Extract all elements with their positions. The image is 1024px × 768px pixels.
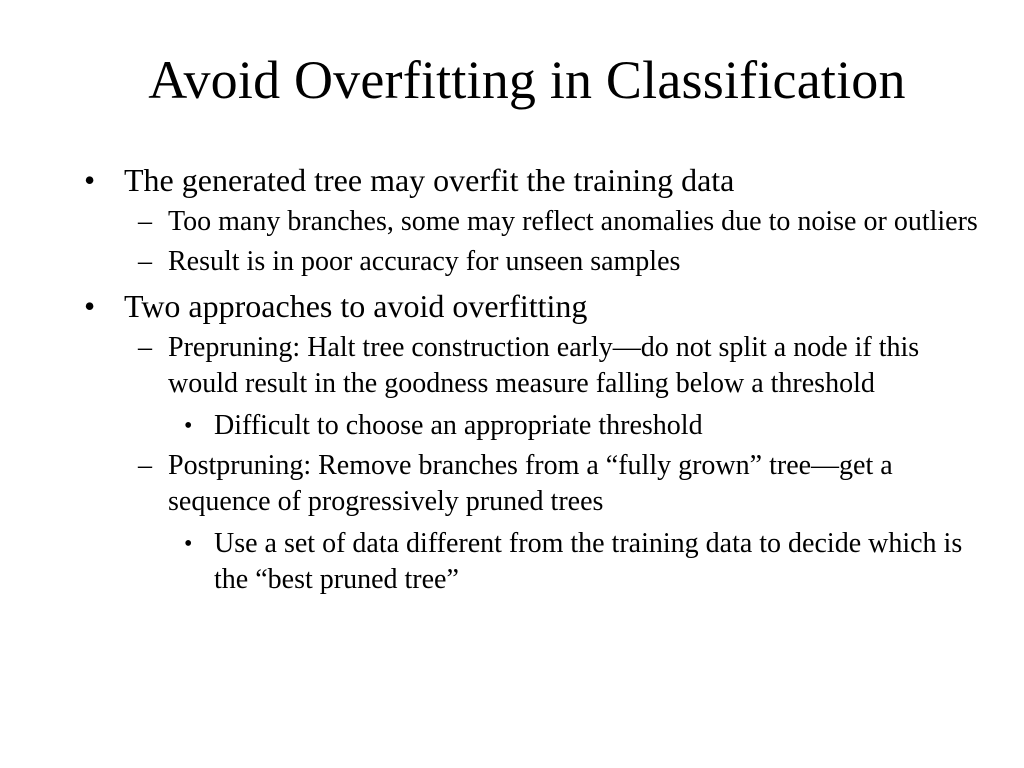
subpoint-too-many-branches — [138, 204, 984, 240]
subsubpoint-text: Difficult to choose an appropriate threshold — [214, 410, 703, 441]
bullet-icon: • — [84, 288, 96, 324]
subpoint-postpruning — [138, 448, 984, 520]
subsubpoint-best-pruned-tree — [184, 526, 984, 598]
subpoint-text: Prepruning: Halt tree construction early—do not split a node if this would result in the goodness measure falling below a threshold — [168, 332, 920, 399]
bullet-text: Two approaches to avoid overfitting — [124, 288, 588, 324]
bullet-text: The generated tree may overfit the training data — [124, 162, 735, 198]
subpoint-text: Postpruning: Remove branches from a “fully grown” tree—get a sequence of progressively pruned trees — [168, 450, 893, 517]
bullet-icon: • — [84, 162, 96, 198]
bullet-two-approaches — [84, 286, 984, 326]
dash-icon: – — [138, 246, 152, 277]
subpoint-poor-accuracy — [138, 244, 984, 280]
subpoint-prepruning — [138, 330, 984, 402]
subsubpoint-threshold — [184, 408, 984, 444]
dash-icon: – — [138, 206, 152, 237]
bullet-overfit — [84, 160, 984, 200]
subpoint-text: Too many branches, some may reflect anomalies due to noise or outliers — [168, 206, 978, 237]
bullet-icon: • — [184, 531, 193, 557]
dash-icon: – — [138, 450, 152, 481]
subpoint-text: Result is in poor accuracy for unseen samples — [168, 246, 681, 277]
slide-body — [84, 154, 984, 598]
bullet-icon: • — [184, 413, 193, 439]
subsubpoint-text: Use a set of data different from the training data to decide which is the “best pruned tree” — [214, 528, 963, 595]
slide-title: Avoid Overfitting in Classification — [148, 50, 906, 110]
dash-icon: – — [138, 332, 152, 363]
